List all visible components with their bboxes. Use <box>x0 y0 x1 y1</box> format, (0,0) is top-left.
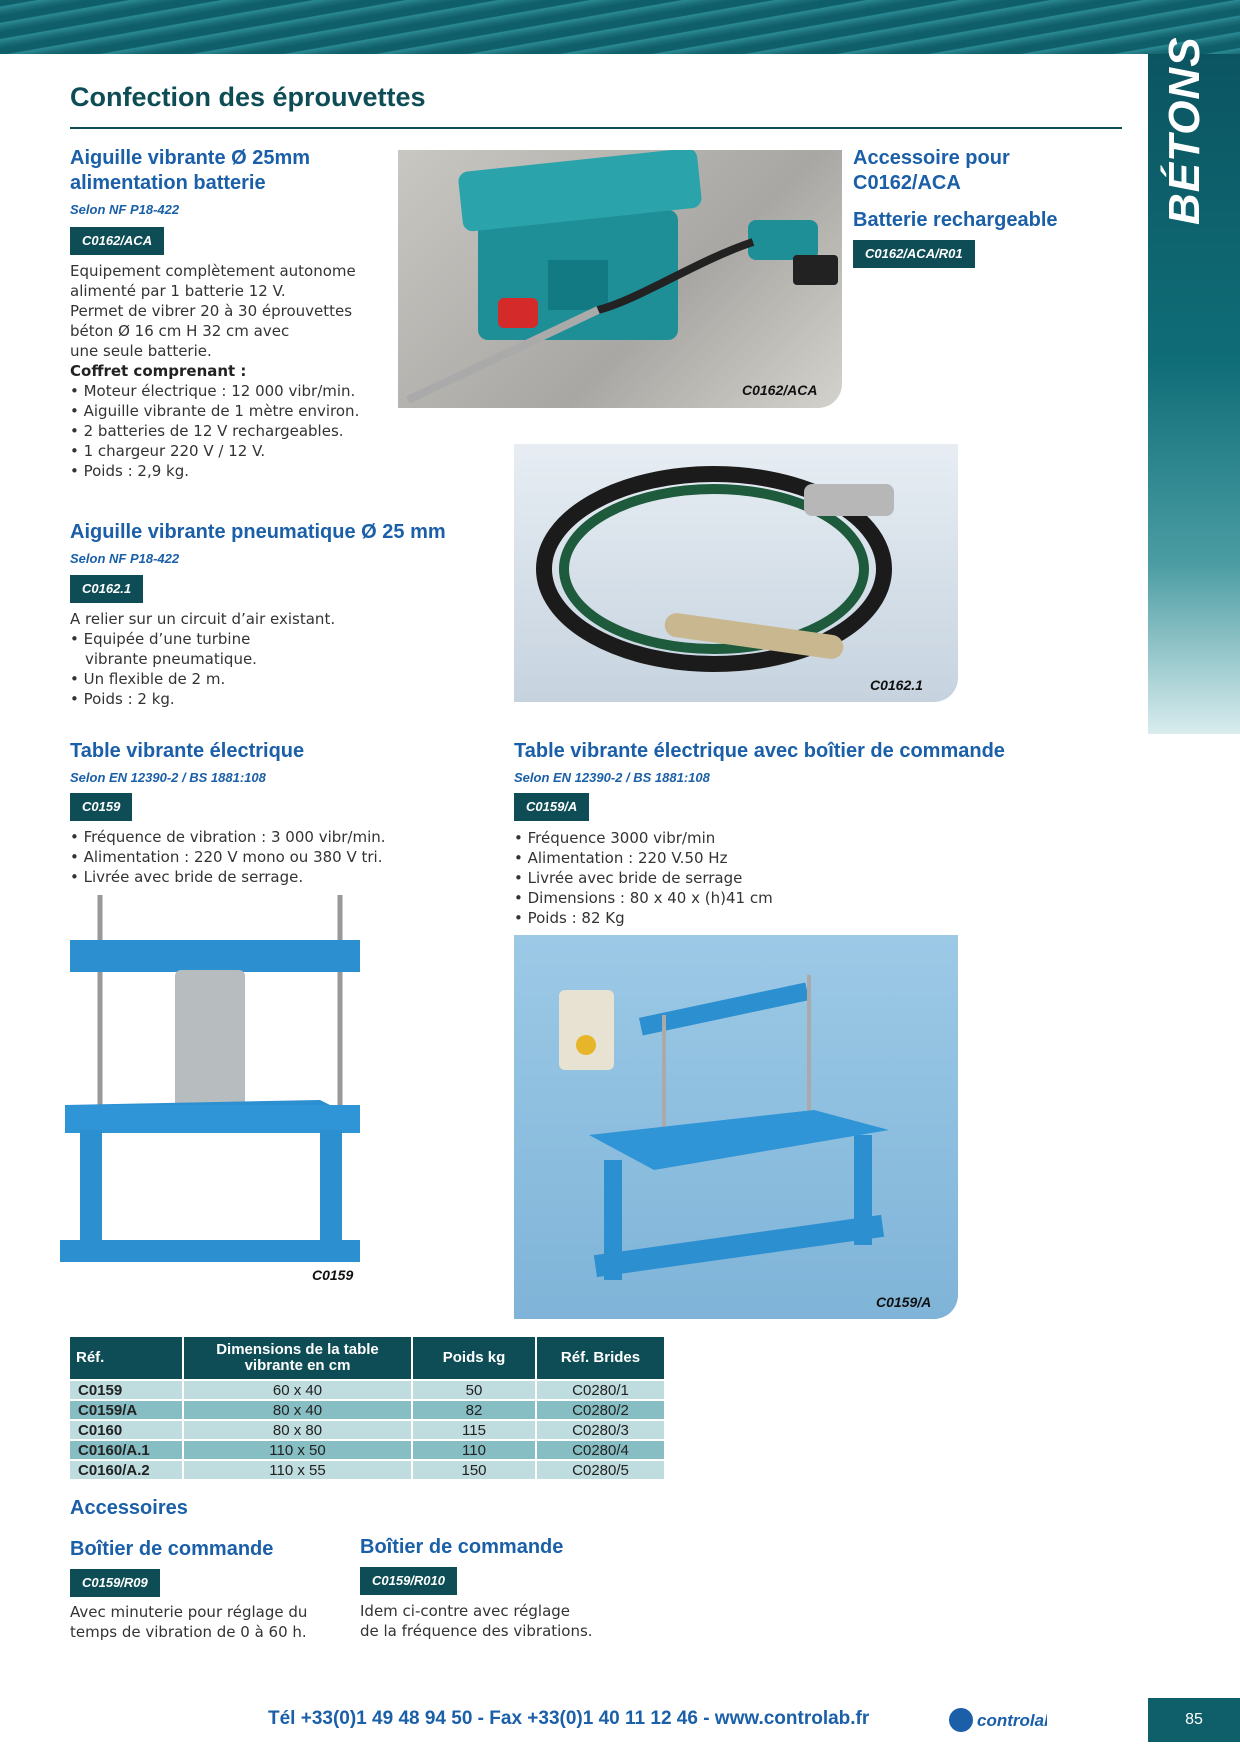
product-description: • Fréquence de vibration : 3 000 vibr/min. • Alimentation : 220 V mono ou 380 V tri. • Livrée avec bride de serrage. <box>70 828 386 886</box>
cell-dimensions: 110 x 50 <box>183 1440 412 1460</box>
cell-brides: C0280/4 <box>536 1440 665 1460</box>
column-header: Réf. Brides <box>536 1336 665 1380</box>
norm-label: Selon NF P18-422 <box>70 551 180 566</box>
cell-weight: 110 <box>412 1440 536 1460</box>
accessory-title: Boîtier de commande <box>70 1538 274 1560</box>
cell-dimensions: 80 x 40 <box>183 1400 412 1420</box>
norm-label: Selon NF P18-422 <box>70 202 180 217</box>
cell-brides: C0280/1 <box>536 1380 665 1400</box>
ref-badge: C0159/A <box>514 793 589 821</box>
vibrating-needle-case-image <box>398 150 842 408</box>
cell-weight: 50 <box>412 1380 536 1400</box>
product-title: Aiguille vibrante pneumatique Ø 25 mm <box>70 521 446 543</box>
product-title: Aiguille vibrante Ø 25mm alimentation batterie <box>70 147 311 194</box>
vibrating-table-image <box>60 895 360 1290</box>
photo-caption: C0159/A <box>876 1294 932 1310</box>
table-row <box>69 1460 665 1480</box>
cell-weight: 150 <box>412 1460 536 1480</box>
table-row <box>69 1440 665 1460</box>
photo-caption: C0159 <box>312 1267 354 1283</box>
product-photo <box>60 895 360 1290</box>
accessory-subtitle: Batterie rechargeable <box>853 209 1058 231</box>
ref-badge: C0159/R09 <box>70 1569 160 1597</box>
product-description: A relier sur un circuit d’air existant. • Equipée d’une turbine vibrante pneumatique. • Un flexible de 2 m. • Poids : 2 kg. <box>70 610 336 708</box>
section-tab-label: BÉTONS <box>1160 36 1209 225</box>
product-description: Equipement complètement autonome alimenté par 1 batterie 12 V. Permet de vibrer 20 à 30 éprouvettes béton Ø 16 cm H 32 cm avec une seule batterie. Coffret comprenant : • Moteur électrique : 12 000 vibr/min. • Aiguille vibrante de 1 mètre environ. • 2 batteries de 12 V rechargeables. • 1 chargeur 220 V / 12 V. • Poids : 2,9 kg. <box>70 262 360 480</box>
title-rule <box>70 127 1122 129</box>
accessory-description: Idem ci-contre avec réglage de la fréquence des vibrations. <box>360 1602 593 1640</box>
photo-caption: C0162.1 <box>870 677 923 693</box>
cell-ref: C0160/A.1 <box>69 1440 183 1460</box>
cell-brides: C0280/5 <box>536 1460 665 1480</box>
ref-badge: C0162.1 <box>70 575 143 603</box>
cell-weight: 82 <box>412 1400 536 1420</box>
table-row <box>69 1400 665 1420</box>
svg-text:controlab: controlab <box>977 1711 1047 1730</box>
cell-dimensions: 80 x 80 <box>183 1420 412 1440</box>
spec-table <box>68 1335 666 1481</box>
accessory-title: Boîtier de commande <box>360 1536 564 1558</box>
header-band <box>0 0 1240 54</box>
accessories-heading: Accessoires <box>70 1497 188 1519</box>
column-header: Dimensions de la table vibrante en cm <box>183 1336 412 1380</box>
product-title: Table vibrante électrique avec boîtier de commande <box>514 740 1005 762</box>
ref-badge: C0162/ACA <box>70 227 164 255</box>
ref-badge: C0159 <box>70 793 132 821</box>
cell-brides: C0280/3 <box>536 1420 665 1440</box>
cell-ref: C0160 <box>69 1420 183 1440</box>
product-description: • Fréquence 3000 vibr/min • Alimentation : 220 V.50 Hz • Livrée avec bride de serrage • Dimensions : 80 x 40 x (h)41 cm • Poids : 82 Kg <box>514 829 773 927</box>
product-photo <box>514 444 958 702</box>
page-number: 85 <box>1148 1698 1240 1742</box>
column-header: Réf. <box>69 1336 183 1380</box>
pneumatic-needle-image <box>514 444 958 702</box>
controlab-logo <box>947 1706 1047 1734</box>
ref-badge: C0159/R010 <box>360 1567 457 1595</box>
ref-badge: C0162/ACA/R01 <box>853 240 975 268</box>
cell-weight: 115 <box>412 1420 536 1440</box>
vibrating-table-control-box-image <box>514 935 958 1319</box>
cell-dimensions: 110 x 55 <box>183 1460 412 1480</box>
cell-brides: C0280/2 <box>536 1400 665 1420</box>
norm-label: Selon EN 12390-2 / BS 1881:108 <box>70 770 266 785</box>
table-row <box>69 1420 665 1440</box>
cell-dimensions: 60 x 40 <box>183 1380 412 1400</box>
accessory-title: Accessoire pour C0162/ACA <box>853 147 1010 194</box>
cell-ref: C0159/A <box>69 1400 183 1420</box>
norm-label: Selon EN 12390-2 / BS 1881:108 <box>514 770 710 785</box>
accessory-description: Avec minuterie pour réglage du temps de vibration de 0 à 60 h. <box>70 1603 308 1641</box>
product-photo <box>514 935 958 1319</box>
page-title: Confection des éprouvettes <box>70 82 426 112</box>
cell-ref: C0159 <box>69 1380 183 1400</box>
product-title: Table vibrante électrique <box>70 740 305 762</box>
footer-contact: Tél +33(0)1 49 48 94 50 - Fax +33(0)1 40 11 12 46 - www.controlab.fr <box>268 1708 870 1729</box>
cell-ref: C0160/A.2 <box>69 1460 183 1480</box>
table-row <box>69 1380 665 1400</box>
product-photo <box>398 150 842 408</box>
column-header: Poids kg <box>412 1336 536 1380</box>
photo-caption: C0162/ACA <box>742 382 818 398</box>
